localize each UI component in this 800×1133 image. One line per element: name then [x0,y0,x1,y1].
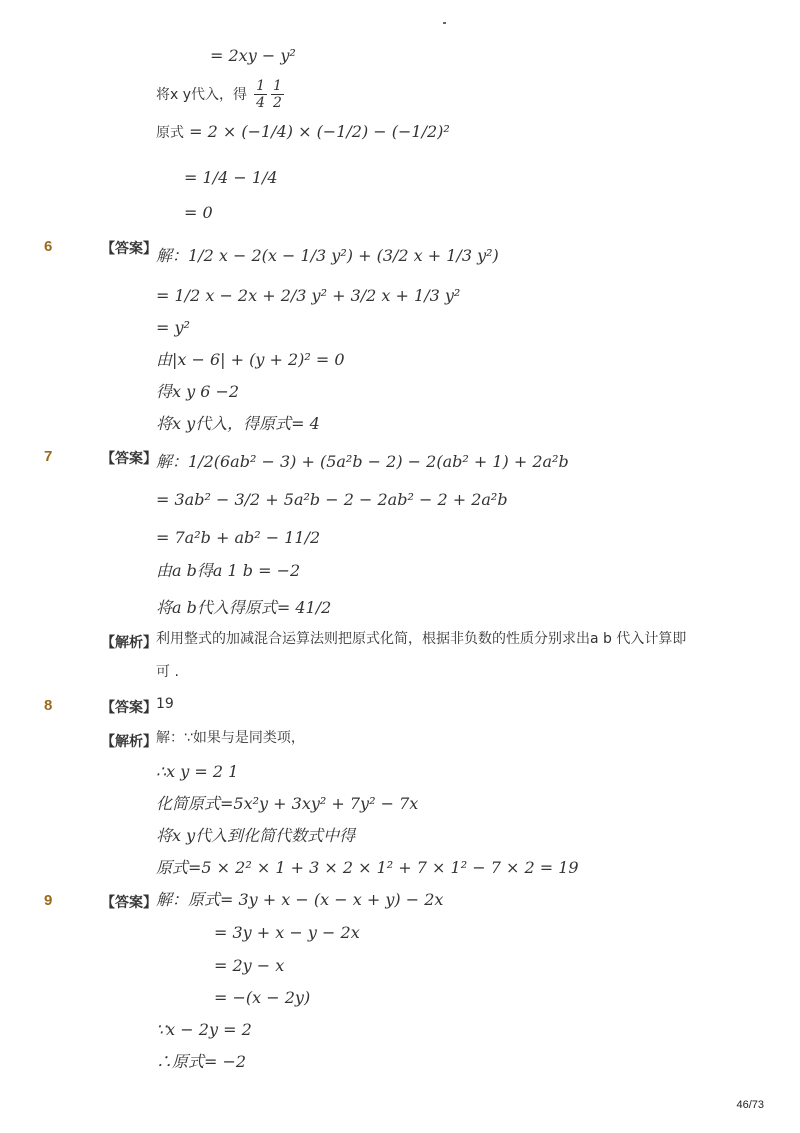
q5-substitution [156,78,286,111]
q9-line2: = 3y + x − y − 2x [214,923,360,942]
q5-line1: = 2xy − y² [210,46,296,65]
q9-line6: ∴原式= −2 [156,1052,247,1071]
q9-line1: 解：原式= 3y + x − (x − x + y) − 2x [156,890,444,909]
q5-orig-expr: = 2 × (−1/4) × (−1/2) − (−1/2)² [189,122,450,141]
q5-sub-frac-1: $\frac{1}{4}$ [256,78,266,112]
q6-line4: 由|x − 6| + (y + 2)² = 0 [156,350,345,369]
q6-line1: 解：1/2 x − 2(x − 1/3 y²) + (3/2 x + 1/3 y²) [156,246,499,265]
q7-line1: 解：1/2(6ab² − 3) + (5a²b − 2) − 2(ab² + 1) + 2a²b [156,452,569,471]
q7-number: 7 [44,448,53,465]
q5-sub-prefix: 将x y代入，得 [156,87,248,104]
q6-line5: 得x y 6 −2 [156,382,240,401]
q9-line4: = −(x − 2y) [214,988,311,1007]
q6-line3: = y² [156,318,190,337]
q8-line1: 解：∵如果与是同类项， [156,730,305,746]
q8-line4: 将x y代入到化简代数式中得 [156,826,356,845]
q8-answer-value: 19 [156,696,174,712]
page-number: 46/73 [736,1099,764,1111]
q5-step2: = 1/4 − 1/4 [184,168,278,187]
q8-answer-label: 【答案】 [101,700,157,716]
q9-line3: = 2y − x [214,956,285,975]
q9-answer-label: 【答案】 [101,895,157,911]
q8-line2: ∴x y = 2 1 [156,762,239,781]
q7-analysis-line1: 利用整式的加减混合运算法则把原式化简，根据非负数的性质分别求出a b 代入计算即 [156,631,687,647]
q7-analysis-label: 【解析】 [101,635,157,651]
q6-answer-label: 【答案】 [101,241,157,257]
page-mark [443,22,446,24]
q5-orig-line [156,124,450,140]
q7-answer-label: 【答案】 [101,451,157,467]
q7-line4: 由a b得a 1 b = −2 [156,561,301,580]
q6-line6: 将x y代入，得原式= 4 [156,414,320,433]
q7-line2: = 3ab² − 3/2 + 5a²b − 2 − 2ab² − 2 + 2a²b [156,490,508,509]
q8-analysis-label: 【解析】 [101,734,157,750]
q8-line3: 化简原式=5x²y + 3xy² + 7y² − 7x [156,794,419,813]
q9-number: 9 [44,892,53,909]
q7-line5: 将a b代入得原式= 41/2 [156,598,332,617]
q7-line3: = 7a²b + ab² − 11/2 [156,528,321,547]
q5-orig-label: 原式 [156,125,184,141]
q5-step3: = 0 [184,203,213,222]
q6-line2: = 1/2 x − 2x + 2/3 y² + 3/2 x + 1/3 y² [156,286,461,305]
q8-line5: 原式=5 × 2² × 1 + 3 × 2 × 1² + 7 × 1² − 7 × 2 = 19 [156,858,579,877]
q8-number: 8 [44,697,53,714]
q5-sub-frac-2: $\frac{1}{2}$ [273,78,282,112]
q7-analysis-line2: 可 . [156,664,179,680]
q6-number: 6 [44,238,53,255]
q9-line5: ∵x − 2y = 2 [156,1020,252,1039]
